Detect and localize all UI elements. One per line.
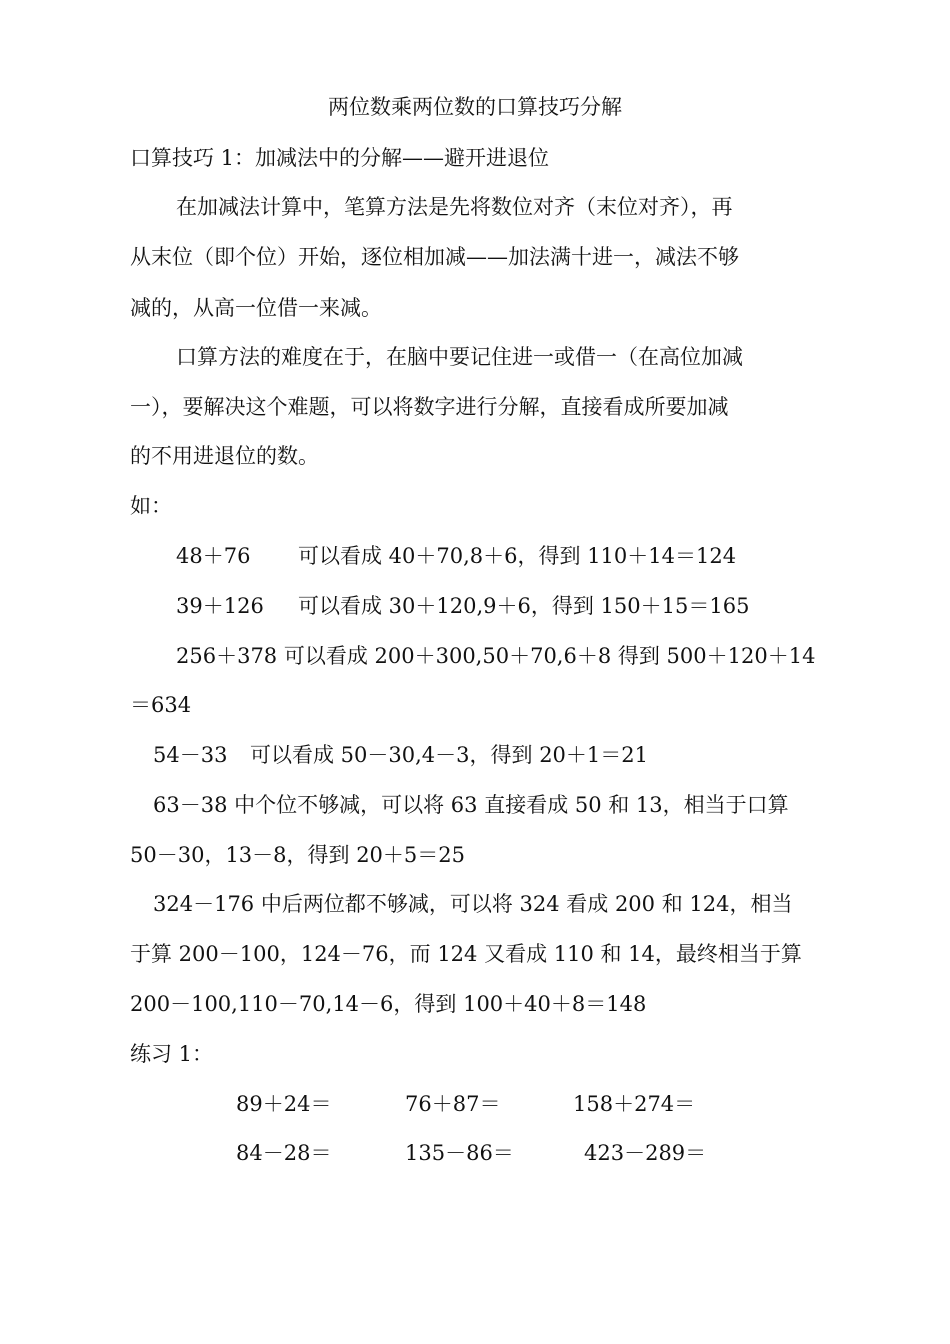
example-5-line2: 50－30，13－8，得到 20＋5＝25 bbox=[130, 843, 466, 867]
paragraph2-line3: 的不用进退位的数。 bbox=[130, 444, 319, 468]
example-2-text: 可以看成 30＋120,9＋6，得到 150＋15＝165 bbox=[298, 594, 750, 618]
page-title: 两位数乘两位数的口算技巧分解 bbox=[328, 95, 622, 119]
example-3-line2: ＝634 bbox=[130, 693, 192, 717]
exercise-item: 89＋24＝ bbox=[236, 1092, 332, 1116]
section-heading: 口算技巧 1：加减法中的分解——避开进退位 bbox=[130, 146, 550, 170]
example-1-text: 可以看成 40＋70,8＋6，得到 110＋14＝124 bbox=[298, 544, 737, 568]
paragraph2-line1: 口算方法的难度在于，在脑中要记住进一或借一（在高位加减 bbox=[176, 345, 743, 369]
example-2-expr: 39＋126 bbox=[176, 594, 264, 618]
example-6-line3: 200－100,110－70,14－6，得到 100＋40＋8＝148 bbox=[130, 992, 647, 1016]
paragraph1-line3: 减的，从高一位借一来减。 bbox=[130, 296, 382, 320]
exercise-label: 练习 1： bbox=[130, 1042, 214, 1066]
exercise-item: 135－86＝ bbox=[405, 1141, 514, 1165]
examples-label: 如： bbox=[130, 494, 172, 518]
exercise-item: 158＋274＝ bbox=[573, 1092, 696, 1116]
paragraph2-line2: 一），要解决这个难题，可以将数字进行分解，直接看成所要加减 bbox=[130, 395, 729, 419]
example-3-line1: 256＋378 可以看成 200＋300,50＋70,6＋8 得到 500＋120＋14 bbox=[176, 644, 816, 668]
exercise-item: 76＋87＝ bbox=[405, 1092, 501, 1116]
example-4-expr: 54－33 bbox=[153, 743, 228, 767]
paragraph1-line2: 从末位（即个位）开始，逐位相加减——加法满十进一，减法不够 bbox=[130, 245, 739, 269]
example-6-line2: 于算 200－100，124－76，而 124 又看成 110 和 14，最终相当于算 bbox=[130, 942, 802, 966]
example-5-line1: 63－38 中个位不够减，可以将 63 直接看成 50 和 13，相当于口算 bbox=[153, 793, 789, 817]
example-6-line1: 324－176 中后两位都不够减，可以将 324 看成 200 和 124，相当 bbox=[153, 892, 793, 916]
exercise-item: 84－28＝ bbox=[236, 1141, 332, 1165]
exercise-item: 423－289＝ bbox=[584, 1141, 707, 1165]
example-4-text: 可以看成 50－30,4－3，得到 20＋1＝21 bbox=[250, 743, 648, 767]
example-1-expr: 48＋76 bbox=[176, 544, 251, 568]
paragraph1-line1: 在加减法计算中，笔算方法是先将数位对齐（末位对齐），再 bbox=[176, 195, 733, 219]
